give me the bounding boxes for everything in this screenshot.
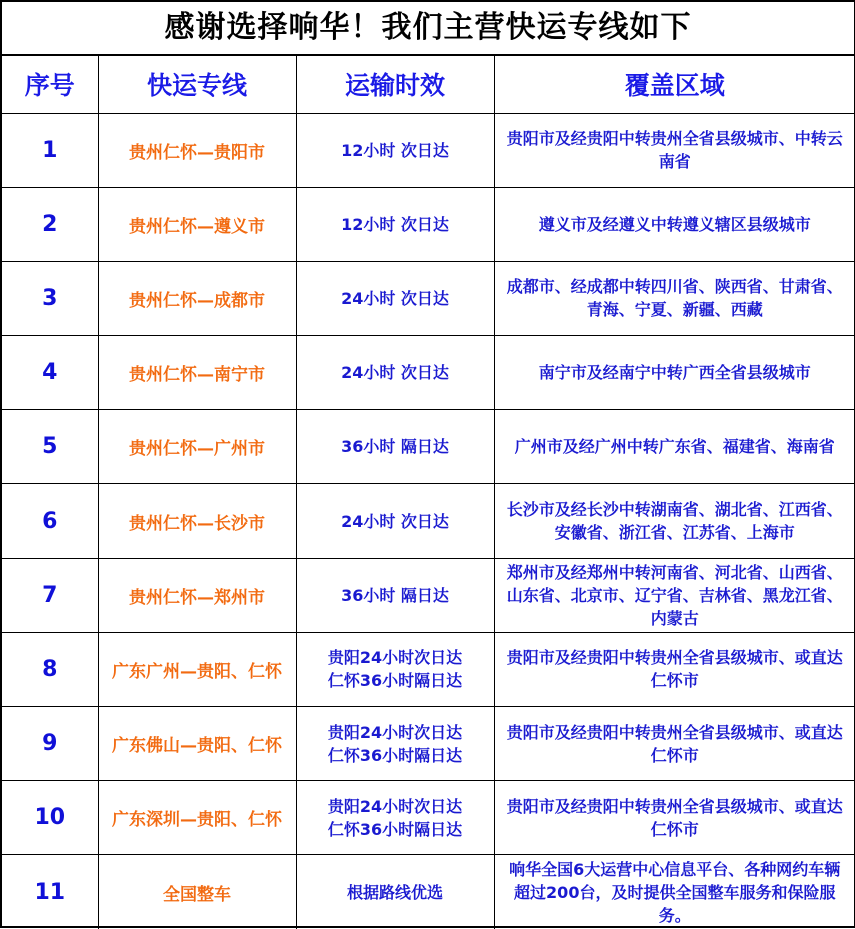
table-row — [2, 484, 855, 558]
row-index: 10 — [2, 781, 98, 855]
row-index: 6 — [2, 484, 98, 558]
row-time: 12小时 次日达 — [296, 187, 494, 261]
row-index: 1 — [2, 113, 98, 187]
row-route: 贵州仁怀—长沙市 — [98, 484, 296, 558]
row-area: 广州市及经广州中转广东省、福建省、海南省 — [494, 410, 855, 484]
row-area: 南宁市及经南宁中转广西全省县级城市 — [494, 336, 855, 410]
row-area: 贵阳市及经贵阳中转贵州全省县级城市、或直达仁怀市 — [494, 632, 855, 706]
row-time: 36小时 隔日达 — [296, 558, 494, 632]
table-body — [2, 113, 855, 929]
row-route: 贵州仁怀—广州市 — [98, 410, 296, 484]
row-time: 24小时 次日达 — [296, 336, 494, 410]
row-time: 贵阳24小时次日达 仁怀36小时隔日达 — [296, 707, 494, 781]
header-route: 快运专线 — [98, 56, 296, 113]
row-route: 贵州仁怀—郑州市 — [98, 558, 296, 632]
row-index: 8 — [2, 632, 98, 706]
row-index: 7 — [2, 558, 98, 632]
row-route: 贵州仁怀—遵义市 — [98, 187, 296, 261]
table-row — [2, 855, 855, 929]
row-index: 11 — [2, 855, 98, 929]
table-row — [2, 781, 855, 855]
row-route: 广东佛山—贵阳、仁怀 — [98, 707, 296, 781]
row-route: 全国整车 — [98, 855, 296, 929]
row-time: 24小时 次日达 — [296, 261, 494, 335]
table-row — [2, 707, 855, 781]
table-row — [2, 187, 855, 261]
row-index: 2 — [2, 187, 98, 261]
row-index: 3 — [2, 261, 98, 335]
row-route: 广东深圳—贵阳、仁怀 — [98, 781, 296, 855]
table-row — [2, 336, 855, 410]
header-area: 覆盖区域 — [494, 56, 855, 113]
row-route: 贵州仁怀—成都市 — [98, 261, 296, 335]
row-area: 成都市、经成都中转四川省、陕西省、甘肃省、青海、宁夏、新疆、西藏 — [494, 261, 855, 335]
table-row — [2, 113, 855, 187]
table-row — [2, 261, 855, 335]
route-table — [2, 56, 855, 929]
row-index: 4 — [2, 336, 98, 410]
row-route: 贵州仁怀—南宁市 — [98, 336, 296, 410]
row-time: 根据路线优选 — [296, 855, 494, 929]
table-row — [2, 632, 855, 706]
row-area: 贵阳市及经贵阳中转贵州全省县级城市、或直达仁怀市 — [494, 707, 855, 781]
row-area: 郑州市及经郑州中转河南省、河北省、山西省、山东省、北京市、辽宁省、吉林省、黑龙江省、内蒙古 — [494, 558, 855, 632]
header-time: 运输时效 — [296, 56, 494, 113]
row-time: 24小时 次日达 — [296, 484, 494, 558]
row-area: 长沙市及经长沙中转湖南省、湖北省、江西省、安徽省、浙江省、江苏省、上海市 — [494, 484, 855, 558]
row-area: 贵阳市及经贵阳中转贵州全省县级城市、或直达仁怀市 — [494, 781, 855, 855]
row-area: 响华全国6大运营中心信息平台、各种网约车辆超过200台，及时提供全国整车服务和保险服务。 — [494, 855, 855, 929]
row-area: 遵义市及经遵义中转遵义辖区县级城市 — [494, 187, 855, 261]
header-index: 序号 — [2, 56, 98, 113]
row-time: 12小时 次日达 — [296, 113, 494, 187]
table-row — [2, 410, 855, 484]
row-time: 贵阳24小时次日达 仁怀36小时隔日达 — [296, 781, 494, 855]
table-header-row — [2, 56, 855, 113]
row-route: 贵州仁怀—贵阳市 — [98, 113, 296, 187]
page-title: 感谢选择响华！我们主营快运专线如下 — [2, 2, 854, 56]
row-route: 广东广州—贵阳、仁怀 — [98, 632, 296, 706]
row-time: 贵阳24小时次日达 仁怀36小时隔日达 — [296, 632, 494, 706]
row-index: 9 — [2, 707, 98, 781]
row-area: 贵阳市及经贵阳中转贵州全省县级城市、中转云南省 — [494, 113, 855, 187]
row-time: 36小时 隔日达 — [296, 410, 494, 484]
table-row — [2, 558, 855, 632]
row-index: 5 — [2, 410, 98, 484]
